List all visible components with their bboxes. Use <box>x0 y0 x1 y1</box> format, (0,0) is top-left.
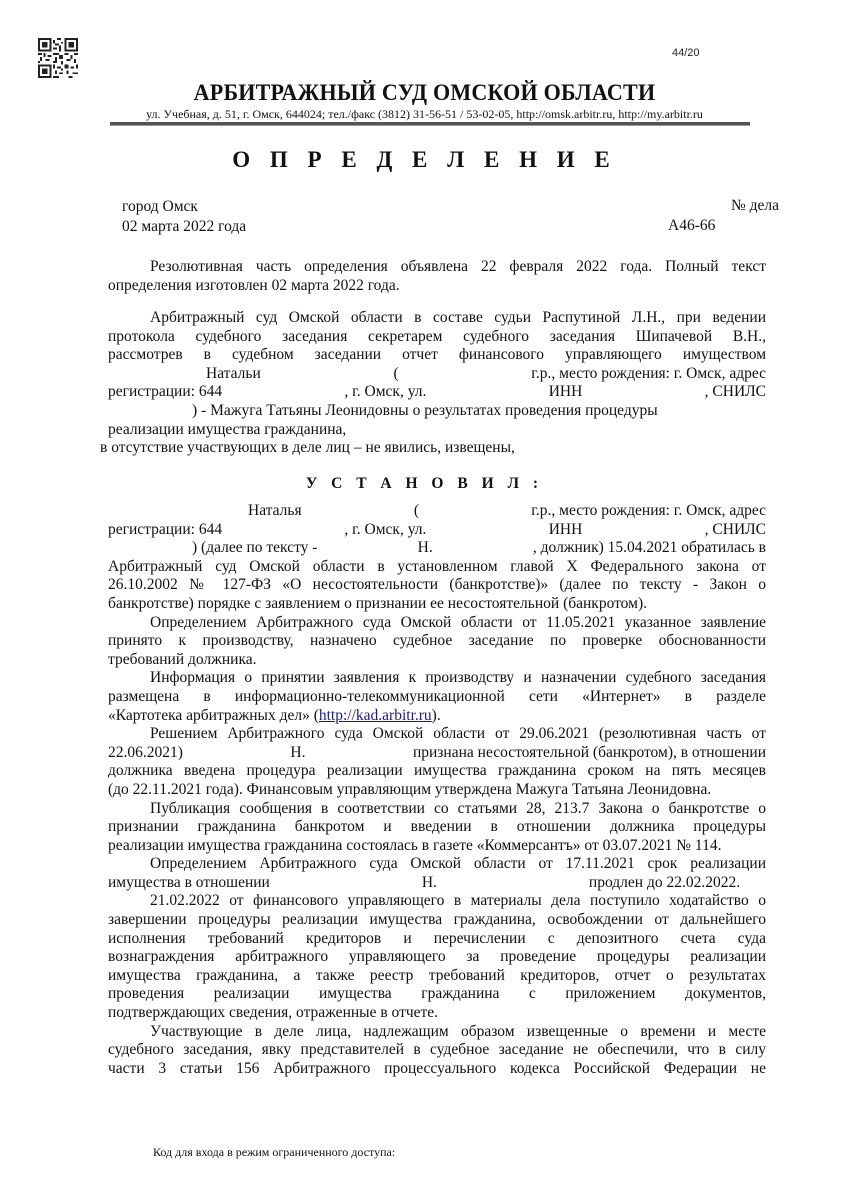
text-line: Информация о принятии заявления к производству и назначении судебного заседания <box>150 669 766 687</box>
paragraph <box>108 725 766 799</box>
text-line: Резолютивная часть определения объявлена 22 февраля 2022 года. Полный текст <box>150 258 766 275</box>
text-fragment: ИНН <box>548 383 583 401</box>
header-divider <box>110 122 750 126</box>
text-line: рассмотрев в судебном заседании отчет финансового управляющего имуществом <box>108 346 766 364</box>
text-line: банкротстве) порядке с заявлением о признании ее несостоятельной (банкротом). <box>108 594 647 612</box>
qr-code-icon <box>38 38 78 78</box>
text-line: протокола судебного заседания секретарем судебного заседания Шипачевой В.Н., <box>108 327 766 345</box>
paragraph <box>108 855 766 892</box>
text-line: Определением Арбитражного суда Омской области от 17.11.2021 срок реализации <box>150 855 766 873</box>
paragraph <box>108 502 766 614</box>
text-fragment: ) (далее по тексту - <box>192 539 318 557</box>
text-line: 26.10.2002 № 127-ФЗ «О несостоятельности (банкротстве)» (далее по тексту - Закон о <box>108 576 766 594</box>
text-line: определения изготовлен 02 марта 2022 года. <box>108 276 400 294</box>
text-fragment: г.р., место рождения: г. Омск, адрес <box>531 364 766 382</box>
text-fragment: регистрации: 644 <box>108 520 223 538</box>
text-fragment: имущества в отношении <box>108 873 270 891</box>
text-fragment: признана несостоятельной (банкротом), в отношении <box>412 743 766 761</box>
text-fragment: г.р., место рождения: г. Омск, адрес <box>531 502 766 519</box>
text-line: Арбитражный суд Омской области в установленном главой X Федерального закона от <box>108 557 766 575</box>
text-fragment: ИНН <box>548 520 583 538</box>
text-line: Арбитражный суд Омской области в составе судьи Распутиной Л.Н., при ведении <box>150 309 766 326</box>
text-line: имущества гражданина, а также реестр требований кредиторов, отчет о результатах <box>108 966 766 984</box>
document-place-date <box>122 197 246 237</box>
text-fragment: «Картотека арбитражных дел» ( <box>108 706 319 724</box>
text-line <box>66 402 766 421</box>
text-line <box>66 521 766 540</box>
document-date: 02 марта 2022 года <box>122 218 247 235</box>
paragraph <box>108 892 766 1022</box>
section-heading-established: У С Т А Н О В И Л : <box>305 475 544 492</box>
paragraph <box>108 800 766 856</box>
text-line <box>66 502 766 521</box>
text-fragment: Н. <box>417 539 433 557</box>
text-line <box>66 707 766 726</box>
text-line: Определением Арбитражного суда Омской области от 11.05.2021 указанное заявление <box>150 613 766 631</box>
text-line: реализации имущества гражданина состоялась в газете «Коммерсантъ» от 03.07.2021 № 114. <box>108 836 722 854</box>
paragraph <box>108 614 766 670</box>
attendance-note: в отсутствие участвующих в деле лиц – не явились, извещены, <box>100 439 515 457</box>
text-line: 21.02.2022 от финансового управляющего в материалы дела поступило ходатайство о <box>150 892 766 910</box>
text-line: Публикация сообщения в соответствии со статьями 28, 213.7 Закона о банкротстве о <box>150 799 766 817</box>
case-label: № дела <box>731 197 780 214</box>
paragraph <box>108 669 766 725</box>
text-fragment: регистрации: 644 <box>108 383 223 401</box>
text-line: Участвующие в деле лица, надлежащим образом извещенные о времени и месте <box>150 1022 766 1040</box>
kad-arbitr-link[interactable]: http://kad.arbitr.ru <box>318 706 432 724</box>
paragraph <box>108 309 766 439</box>
text-line <box>66 744 766 763</box>
court-address: ул. Учебная, д. 51, г. Омск, 644024; тел./факс (3812) 31-56-51 / 53-02-05, http://omsk.arbitr.ru, http://my.arbitr.ru <box>146 107 703 121</box>
text-fragment: ( <box>413 502 420 519</box>
text-fragment: , г. Омск, ул. <box>344 383 427 401</box>
text-line: Решением Арбитражного суда Омской области от 29.06.2021 (резолютивная часть от <box>150 725 766 743</box>
paragraph <box>108 1023 766 1079</box>
text-fragment: ) - Мажуга Татьяны Леонидовны о результатах проведения процедуры <box>192 401 658 419</box>
court-name: АРБИТРАЖНЫЙ СУД ОМСКОЙ ОБЛАСТИ <box>193 80 656 105</box>
text-line: исполнения требований кредиторов и перечислении с депозитного счета суда <box>108 929 766 947</box>
text-line: проведения реализации имущества гражданина с приложением документов, <box>108 985 766 1003</box>
text-fragment: , СНИЛС <box>704 383 766 401</box>
text-fragment: Наталья <box>248 502 302 519</box>
text-fragment: , г. Омск, ул. <box>344 520 427 538</box>
text-fragment: Н. <box>290 743 306 761</box>
text-line <box>66 383 766 402</box>
text-line <box>66 874 766 893</box>
text-line: принято к производству, назначено судебное заседание по проверке обоснованности <box>108 632 766 650</box>
text-line <box>66 365 766 384</box>
document-title: О П Р Е Д Е Л Е Н И Е <box>232 147 617 172</box>
text-fragment: Н. <box>421 873 437 891</box>
page-counter: 44/20 <box>672 47 700 59</box>
text-line <box>66 539 766 558</box>
text-line: признании гражданина банкротом и введении в отношении должника процедуры <box>108 818 766 836</box>
text-fragment: Натальи <box>206 364 261 382</box>
paragraph <box>108 258 766 295</box>
text-fragment: ( <box>393 364 399 382</box>
text-line: части 3 статьи 156 Арбитражного процессуального кодекса Российской Федерации не <box>108 1059 766 1077</box>
restricted-access-label: Код для входа в режим ограниченного доступа: <box>153 1145 396 1159</box>
text-fragment: ). <box>431 706 441 724</box>
text-line: (до 22.11.2021 года). Финансовым управляющим утверждена Мажуга Татьяна Леонидовна. <box>108 780 712 798</box>
text-line: подтверждающих сведения, отраженные в отчете. <box>108 1004 439 1022</box>
text-line: завершении процедуры реализации имущества гражданина, освобождении от дальнейшего <box>108 911 766 929</box>
text-fragment: 22.06.2021) <box>108 743 183 761</box>
text-fragment: , должник) 15.04.2021 обратилась в <box>532 539 766 557</box>
text-line: вознаграждения арбитражного управляющего за проведение процедуры реализации <box>108 948 766 966</box>
established-body <box>108 502 766 1078</box>
case-number: А46-66 <box>668 217 716 234</box>
text-fragment: , СНИЛС <box>704 520 766 538</box>
intro-composition <box>100 309 766 458</box>
text-line: размещена в информационно-телекоммуникационной сети «Интернет» в разделе <box>108 687 766 705</box>
text-line: должника введена процедура реализации имущества гражданина сроком на пять месяцев <box>108 762 766 780</box>
intro-announcement <box>108 258 766 295</box>
text-line: судебного заседания, явку представителей в судебное заседание не обеспечили, что в силу <box>108 1041 766 1059</box>
text-fragment: продлен до 22.02.2022. <box>588 873 741 891</box>
text-line: реализации имущества гражданина, <box>108 420 347 438</box>
text-line: требований должника. <box>108 650 257 668</box>
city: город Омск <box>122 198 198 215</box>
